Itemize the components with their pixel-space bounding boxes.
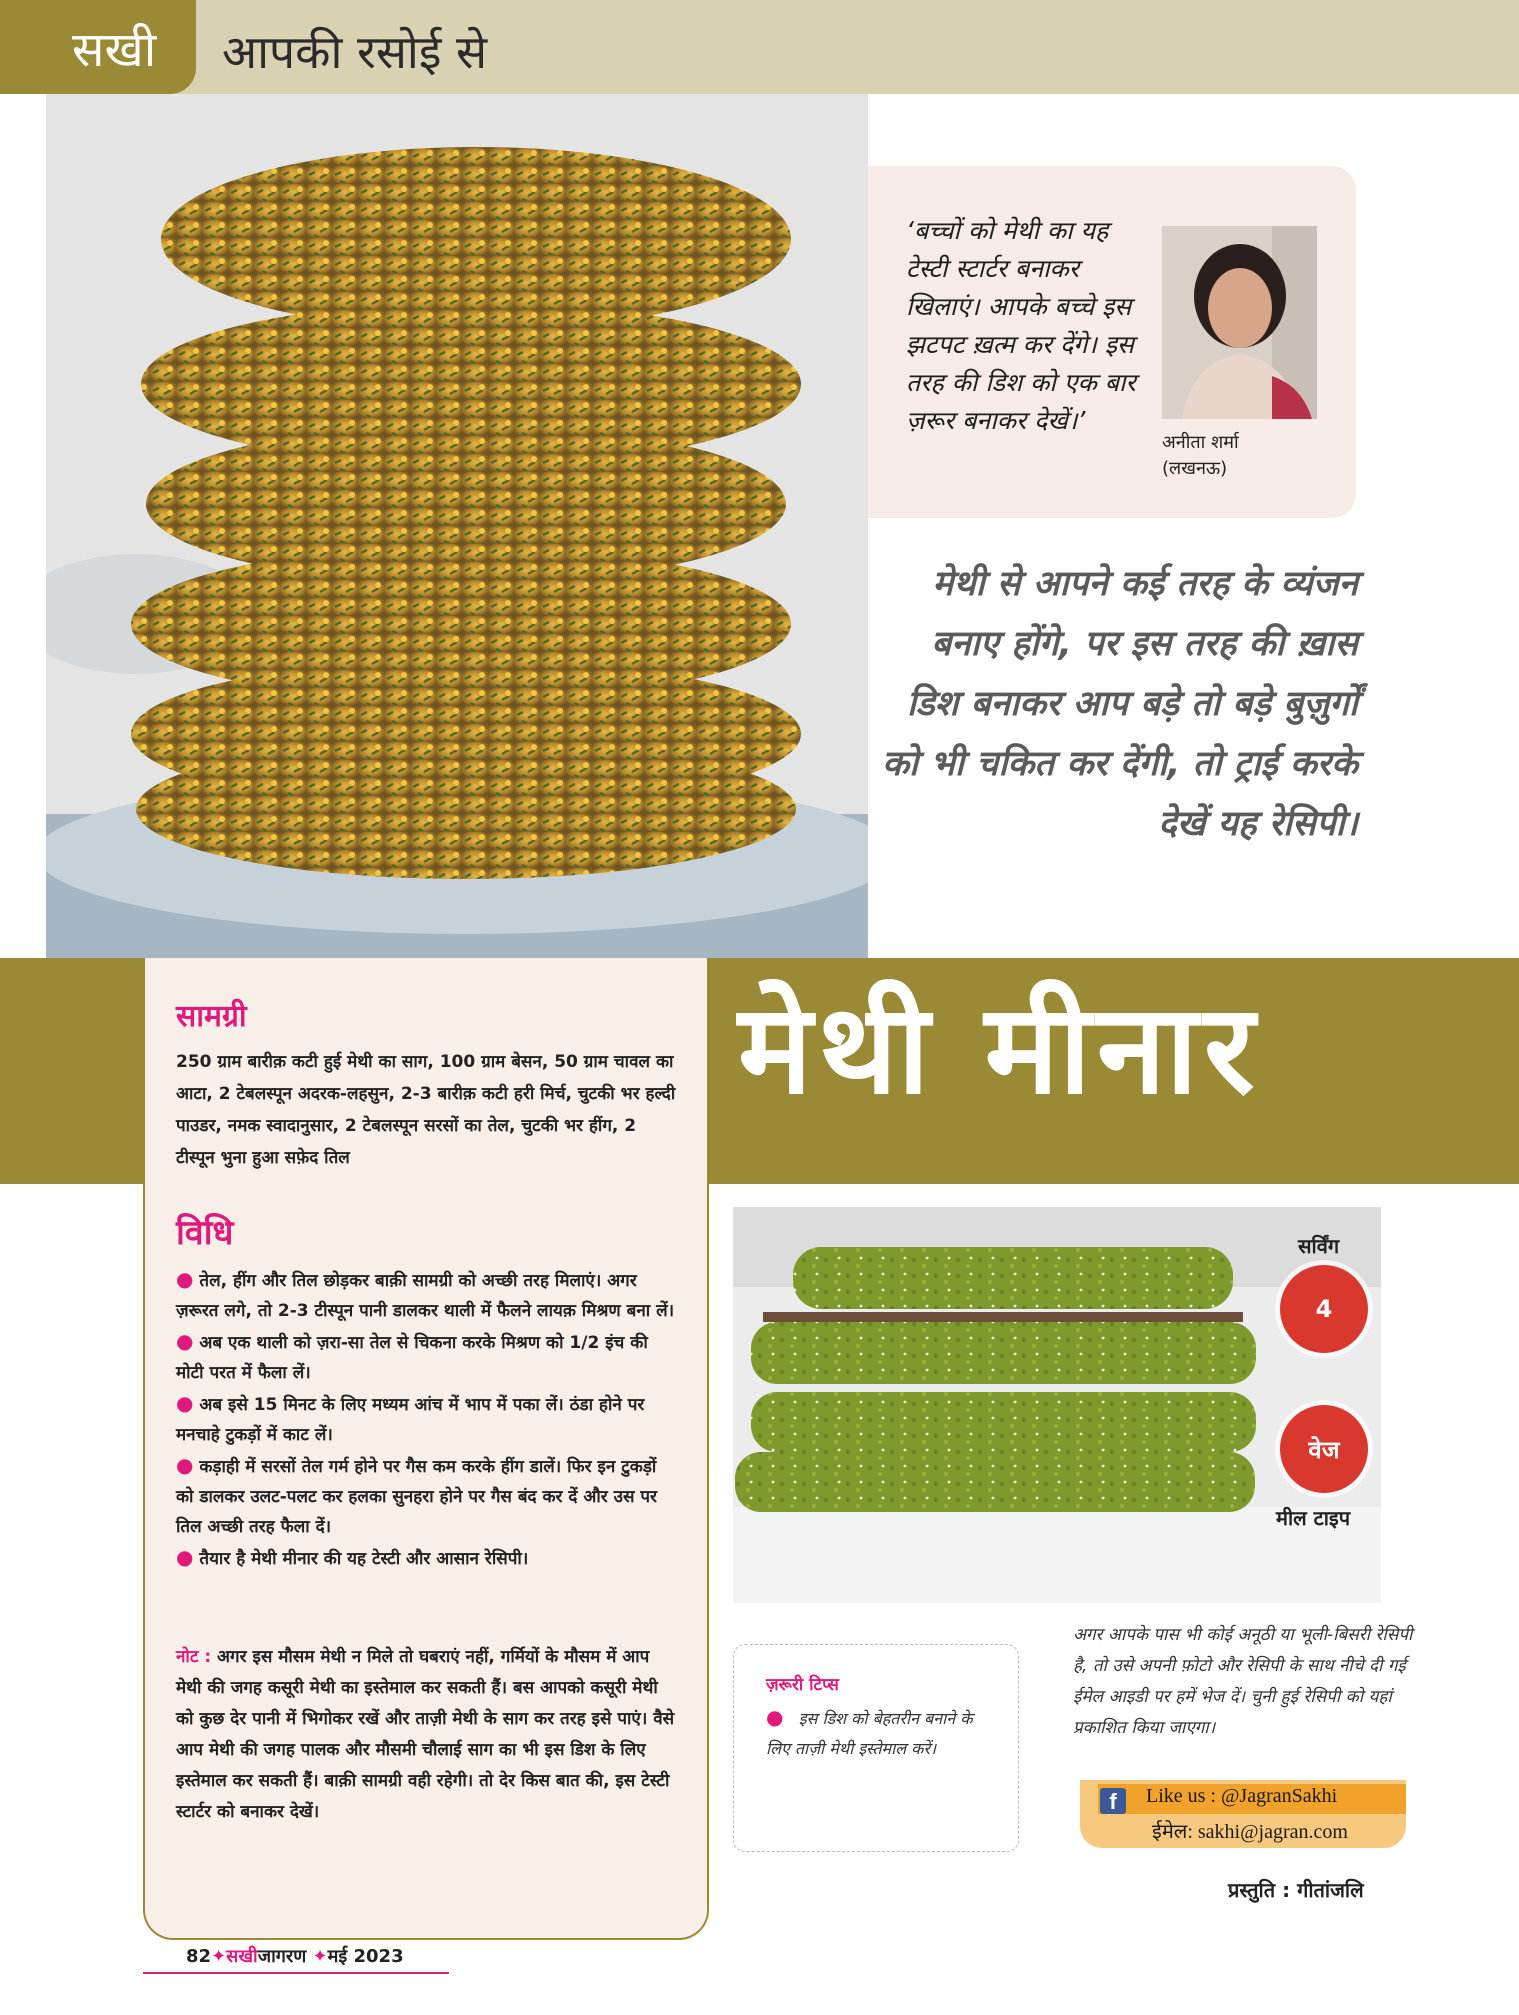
method-heading: विधि xyxy=(176,1213,234,1253)
step-item: ● अब एक थाली को ज़रा-सा तेल से चिकना करके मिश्रण को 1/2 इंच की मोटी परत में फैला लें। xyxy=(176,1329,648,1383)
tips-text: ● इस डिश को बेहतरीन बनाने के लिए ताज़ी मेथी इस्तेमाल करें। xyxy=(766,1705,973,1758)
author-portrait xyxy=(1162,226,1317,419)
meal-type-label: मील टाइप xyxy=(1276,1506,1351,1530)
footer-publication: जागरण xyxy=(257,1946,307,1967)
note-label: नोट : xyxy=(176,1647,212,1667)
author-name: अनीता शर्मा xyxy=(1162,432,1239,453)
bullet-icon: ● xyxy=(176,1453,194,1477)
green-fritter-stack xyxy=(733,1207,1381,1603)
brand-logo: सखी xyxy=(72,22,157,78)
star-icon: ✦ xyxy=(312,1946,328,1967)
ingredients-text: 250 ग्राम बारीक़ कटी हुई मेथी का साग, 100 ग्राम बेसन, 50 ग्राम चावल का आटा, 2 टेबलस्पून अदरक-लहसुन, 2-3 बारीक़ कटी हरी मिर्च, चुटकी भर हल्दी पाउडर, नमक स्वादानुसार, 2 टेबलस्पून सरसों का तेल, चुटकी भर हींग, 2 टीस्पून भुना हुआ सफ़ेद तिल xyxy=(176,1052,676,1168)
star-icon: ✦ xyxy=(211,1946,227,1967)
contact-email: ईमेल: sakhi@jagran.com xyxy=(1152,1821,1348,1843)
quote-text: ‘बच्चों को मेथी का यह टेस्टी स्टार्टर बनाकर खिलाएं। आपके बच्चे इस झटपट ख़त्म कर देंगे। इस तरह की डिश को एक बार ज़रूर बनाकर देखें।’ xyxy=(906,216,1136,435)
recipe-title: मेथी मीनार xyxy=(738,978,1261,1122)
method-steps xyxy=(176,1264,676,1574)
footer-rule xyxy=(143,1972,449,1974)
facebook-icon: f xyxy=(1100,1788,1126,1814)
step-item: ● तैयार है मेथी मीनार की यह टेस्टी और आसान रेसिपी। xyxy=(176,1545,529,1569)
recipe-note xyxy=(176,1642,676,1828)
share-invite-text: अगर आपके पास भी कोई अनूठी या भूली-बिसरी रेसिपी है, तो उसे अपनी फ़ोटो और रेसिपी के साथ नीचे दी गई ईमेल आइडी पर हमें भेज दें। चुनी हुई रेसिपी को यहां प्रकाशित किया जाएगा। xyxy=(1073,1625,1413,1738)
bullet-icon: ● xyxy=(176,1267,194,1291)
dish-photo xyxy=(733,1207,1381,1603)
tips-heading: ज़रूरी टिप्स xyxy=(766,1675,839,1695)
author-city: (लखनऊ) xyxy=(1162,458,1228,479)
step-item: ● कड़ाही में सरसों तेल गर्म होने पर गैस कम करके हींग डालें। फिर इन टुकड़ों को डालकर उलट-पलट कर हलका सुनहरा होने पर गैस बंद कर दें और उस पर तिल अच्छी तरह फैला दें। xyxy=(176,1453,657,1537)
intro-text: मेथी से आपने कई तरह के व्यंजन बनाए होंगे, पर इस तरह की ख़ास डिश बनाकर आप बड़े तो बड़े बुज़ुर्गों को भी चकित कर देंगी, तो ट्राई करके देखें यह रेसिपी। xyxy=(882,564,1358,844)
bullet-icon: ● xyxy=(176,1545,194,1569)
footer-issue: मई 2023 xyxy=(327,1946,404,1967)
meal-type-badge: वेज xyxy=(1280,1405,1368,1493)
serving-label: सर्विंग xyxy=(1298,1234,1340,1258)
section-title: आपकी रसोई से xyxy=(222,25,488,79)
author-photo xyxy=(1162,226,1317,419)
note-text: अगर इस मौसम मेथी न मिले तो घबराएं नहीं, गर्मियों के मौसम में आप मेथी की जगह कसूरी मेथी का इस्तेमाल कर सकती हैं। बस आपको कसूरी मेथी को कुछ देर पानी में भिगोकर रखें और ताज़ी मेथी के साग कर तरह इसे पाएं। वैसे आप मेथी की जगह पालक और मौसमी चौलाई साग का भी इस डिश के लिए इस्तेमाल कर सकती हैं। बाक़ी सामग्री वही रहेगी। तो देर किस बात की, इस टेस्टी स्टार्टर को बनाकर देखें। xyxy=(176,1647,675,1822)
serving-badge: 4 xyxy=(1280,1265,1368,1353)
bullet-icon: ● xyxy=(176,1391,194,1415)
step-item: ● तेल, हींग और तिल छोड़कर बाक़ी सामग्री को अच्छी तरह मिलाएं। अगर ज़रूरत लगे, तो 2-3 टीस्पून पानी डालकर थाली में फैलने लायक़ मिश्रण बना लें। xyxy=(176,1267,675,1321)
fritter-stack-illustration xyxy=(46,94,868,958)
bullet-icon: ● xyxy=(766,1705,784,1729)
ingredients-heading: सामग्री xyxy=(176,999,247,1034)
hero-food-photo xyxy=(46,94,868,958)
author-credit xyxy=(1162,430,1239,482)
page-number: 82 xyxy=(186,1946,212,1967)
footer-brand: सखी xyxy=(226,1946,258,1967)
bullet-icon: ● xyxy=(176,1329,194,1353)
presenter-credit: प्रस्तुति : गीतांजलि xyxy=(1228,1878,1364,1902)
step-item: ● अब इसे 15 मिनट के लिए मध्यम आंच में भाप में पका लें। ठंडा होने पर मनचाहे टुकड़ों में काट लें। xyxy=(176,1391,645,1445)
page-footer xyxy=(186,1944,404,1968)
facebook-handle: Like us : @JagranSakhi xyxy=(1146,1785,1338,1807)
